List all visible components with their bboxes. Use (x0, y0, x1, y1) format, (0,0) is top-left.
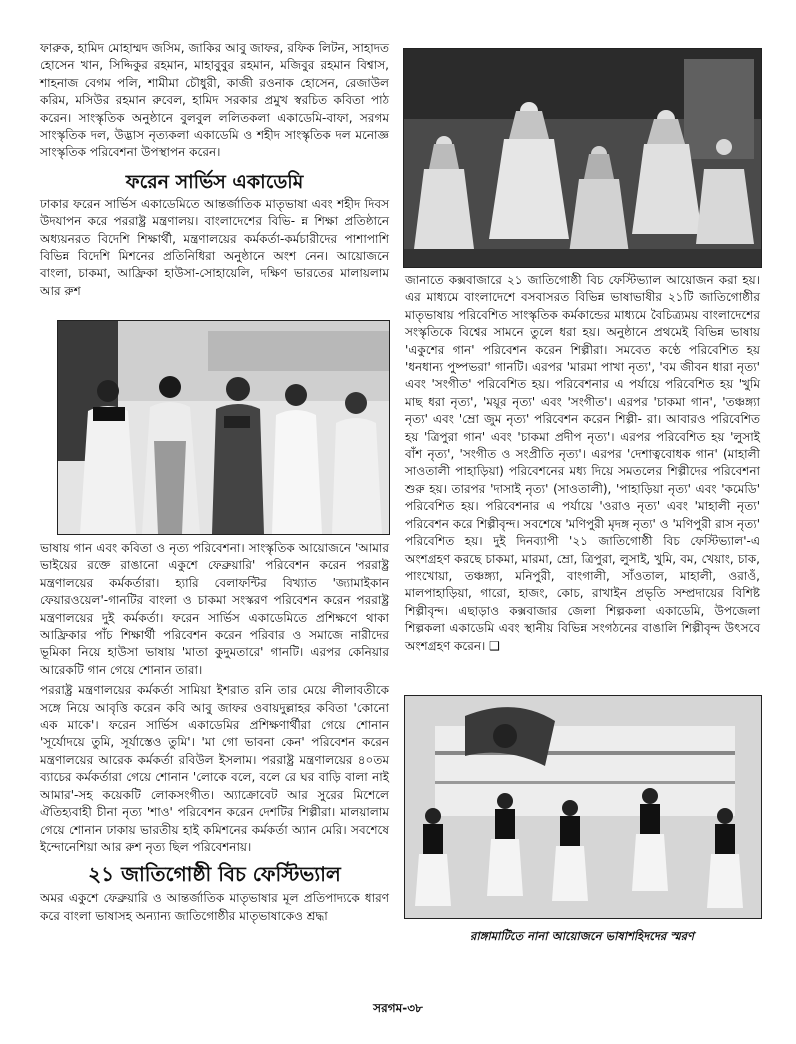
left-column (40, 40, 389, 300)
end-mark-icon: ❑ (489, 638, 500, 653)
foreign-service-photo-illustration (58, 321, 389, 534)
beach-festival-heading: ২১ জাতিগোষ্ঠী বিচ ফেস্টিভ্যাল (88, 862, 341, 887)
festival-text: জানাতে কক্সবাজারে ২১ জাতিগোষ্ঠী বিচ ফেস্টিভ্যাল আয়োজন করা হয়। এর মাধ্যমে বাংলাদেশে বসবাসরত বিভিন্ন ভাষাভাষীর ২১টি জাতিগোষ্ঠীর মাতৃভাষায় পরিবেশিত সাংস্কৃতিক কর্মকান্ডের মাধ্যমে বৈচিত্র্যময় বাংলাদেশের সংস্কৃতিকে বিশ্বের সামনে তুলে ধরা হয়। অনুষ্ঠানে প্রথমেই বিভিন্ন ভাষায় 'একুশের গান' পরিবেশন করেন শিল্পীরা। সমবেত কণ্ঠে পরিবেশিত হয় 'ধনধান্য পুষ্পভরা' গানটি। এরপর 'মারমা পাখা নৃত্য', 'বম জীবন ধারা নৃত্য' এবং 'সংগীত' পরিবেশিত হয়। পরিবেশনার এ পর্যায়ে পরিবেশিত হয় 'খুমি মাছ ধরা নৃত্য', 'ময়ূর নৃত্য' এবং 'সংগীত'। এরপর 'চাকমা গান', 'তঞ্চঙ্গ্যা নৃত্য' এবং 'ম্রো জুম নৃত্য' পরিবেশন করেন শিল্পী- রা। আবারও পরিবেশিত হয় 'ত্রিপুরা গান' এবং 'চাকমা প্রদীপ নৃত্য'। এরপর পরিবেশিত হয় 'লুসাই বাঁশ নৃত্য', 'সংগীত ও সংপ্রীতি নৃত্য'। এরপর 'দেশাত্ববোধক গান' (মাহালী সাওতালী পাহাড়িয়া) পরিবেশনের মধ্য দিয়ে সমতলের শিল্পীদের পরিবেশনা শুরু হয়। তারপর 'দাসাই নৃত্য' (সাওতালী), 'পাহাড়িয়া নৃত্য' এবং 'কমেডি' পরিবেশিত হয়। পরিবেশনার এ পর্যায়ে 'ওরাও নৃত্য' এবং 'মাহালী নৃত্য' পরিবেশন করে শিল্পীবৃন্দ। সবশেষে 'মণিপুরী মৃদঙ্গ নৃত্য' ও 'মণিপুরী রাস নৃত্য' পরিবেশিত হয়। দুই দিনব্যাপী '২১ জাতিগোষ্ঠী বিচ ফেস্টিভ্যাল'-এ অংশগ্রহণ করছে চাকমা, মারমা, ম্রো, ত্রিপুরা, লুসাই, খুমি, বম, খেয়াং, চাক, পাংখোয়া, তঞ্চঙ্গ্যা, মনিপুরী, বাংগালী, সাঁওতাল, মাহালী, ওরাওঁ, মালপাহাড়িয়া, গারো, হাজং, কোচ, রাখাইন প্রভৃতি সম্প্রদায়ের বিশিষ্ট শিল্পীবৃন্দ। এছাড়াও কক্সবাজার জেলা শিল্পকলা একাডেমি, উপজেলা শিল্পকলা একাডেমি এবং স্থানীয় বিভিন্ন সংগঠনের বাঙালি শিল্পীবৃন্দ উৎসবে অংশগ্রহণ করেন। (405, 273, 760, 653)
left-column-lower (40, 540, 389, 925)
rangamati-photo (404, 695, 762, 919)
language-paragraph: ভাষায় গান এবং কবিতা ও নৃত্য পরিবেশনা। সাংস্কৃতিক আয়োজনে 'আমার ভাইয়ের রক্তে রাঙানো একুশে ফেব্রুয়ারি' পরিবেশন করেন পররাষ্ট্র মন্ত্রণালয়ের কর্মকর্তারা। হ্যারি বেলাফন্টির বিখ্যাত 'জ্যামাইকান ফেয়ারওয়েল'-গানটির বাংলা ও চাকমা সংস্করণ পরিবেশন করেন পররাষ্ট্র মন্ত্রণালয়ের দুই কর্মকর্তা। ফরেন সার্ভিস একাডেমিতে প্রশিক্ষণে থাকা আফ্রিকার পাঁচ শিক্ষার্থী পরিবেশন করেন পরিবার ও সমাজে নারীদের ভূমিকা নিয়ে হাউসা ভাষায় 'মাতা কুদুমতারে' গানটি। এরপর কেনিয়ার আরেকটি গান গেয়ে শোনান তারা। (40, 541, 389, 677)
beach-festival-paragraph: অমর একুশে ফেব্রুয়ারি ও আন্তর্জাতিক মাতৃভাষার মূল প্রতিপাদ্যকে ধারণ করে বাংলা ভাষাসহ অন্যান্য জাতিগোষ্ঠীর মাতৃভাষাকেও শ্রদ্ধা (40, 891, 389, 923)
right-column (405, 272, 760, 655)
page-number: সরগম-৩৮ (373, 1001, 423, 1015)
ministry-paragraph: পররাষ্ট্র মন্ত্রণালয়ের কর্মকর্তা সামিয়া ইশরাত রনি তার মেয়ে লীলাবতীকে সঙ্গে নিয়ে আবৃত্তি করেন কবি আবু জাফর ওবায়দুল্লাহর কবিতা 'কোনো এক মাকে'। ফরেন সার্ভিস একাডেমির প্রশিক্ষণার্থীরা গেয়ে শোনান 'সূর্যোদয়ে তুমি, সূর্যাস্তেও তুমি'। 'মা গো ভাবনা কেন' পরিবেশন করেন মন্ত্রণালয়ের আরেক কর্মকর্তা রবিউল ইসলাম। পররাষ্ট্র মন্ত্রণালয়ের ৪০তম ব্যাচের কর্মকর্তারা গেয়ে শোনান 'লোকে বলে, বলে রে ঘর বাড়ি বালা নাই আমার'-সহ কয়েকটি লোকসংগীত। অ্যাক্রোবেট আর সুরের মিশেলে ঐতিহ্যবাহী চীনা নৃত্য 'শাও' পরিবেশন করেন দেশটির শিল্পীরা। মালয়ালাম গেয়ে শোনান ঢাকায় ভারতীয় হাই কমিশনের কর্মকর্তা অ্যান মেরি। সবশেষে ইন্দোনেশিয়া আর রুশ নৃত্য ছিল পরিবেশনায়। (40, 683, 389, 854)
foreign-service-photo (57, 320, 390, 535)
foreign-service-heading: ফরেন সার্ভিস একাডেমি (125, 170, 304, 193)
dance-performance-illustration (404, 49, 761, 267)
beach-festival-photo (403, 48, 762, 268)
festival-paragraph (405, 272, 760, 655)
intro-paragraph: ফারুক, হামিদ মোহাম্মদ জসিম, জাকির আবু জাফর, রফিক লিটন, সাহাদত হোসেন খান, সিদ্দিকুর রহমান, মাহাবুবুর রহমান, মজিবুর রহমান বিশ্বাস, শাহনাজ বেগম পলি, শামীমা চৌধুরী, কাজী রওনাক হোসেন, রেজাউল করিম, মসিউর রহমান রুবেল, হামিদ সরকার প্রমুখ স্বরচিত কবিতা পাঠ করেন। সাংস্কৃতিক অনুষ্ঠানে বুলবুল ললিতকলা একাডেমি-বাফা, সরগম সাংস্কৃতিক দল, উদ্ভাস নৃত্যকলা একাডেমি ও শহীদ সাংস্কৃতিক দল মনোজ্ঞ সাংস্কৃতিক পরিবেশনা উপস্থাপন করেন। (40, 41, 389, 160)
foreign-service-paragraph: ঢাকার ফরেন সার্ভিস একাডেমিতে আন্তর্জাতিক মাতৃভাষা এবং শহীদ দিবস উদযাপন করে পররাষ্ট্র মন্ত্রণালয়। বাংলাদেশের বিভি- ন্ন শিক্ষা প্রতিষ্ঠানে অধ্যয়নরত বিদেশি শিক্ষার্থী, মন্ত্রণালয়ের কর্মকর্তা-কর্মচারীদের পাশাপাশি বিভিন্ন বিদেশি মিশনের প্রতিনিধিরা অনুষ্ঠানে অংশ নেন। আয়োজনে বাংলা, চাকমা, আফ্রিকা হাউসা-সোহায়েলি, দক্ষিণ ভারতের মালায়লাম আর রুশ (40, 196, 389, 298)
rangamati-dance-illustration (405, 696, 761, 918)
rangamati-caption: রাঙ্গামাটিতে নানা আয়োজনে ভাষাশহিদদের স্মরণ (470, 929, 694, 943)
